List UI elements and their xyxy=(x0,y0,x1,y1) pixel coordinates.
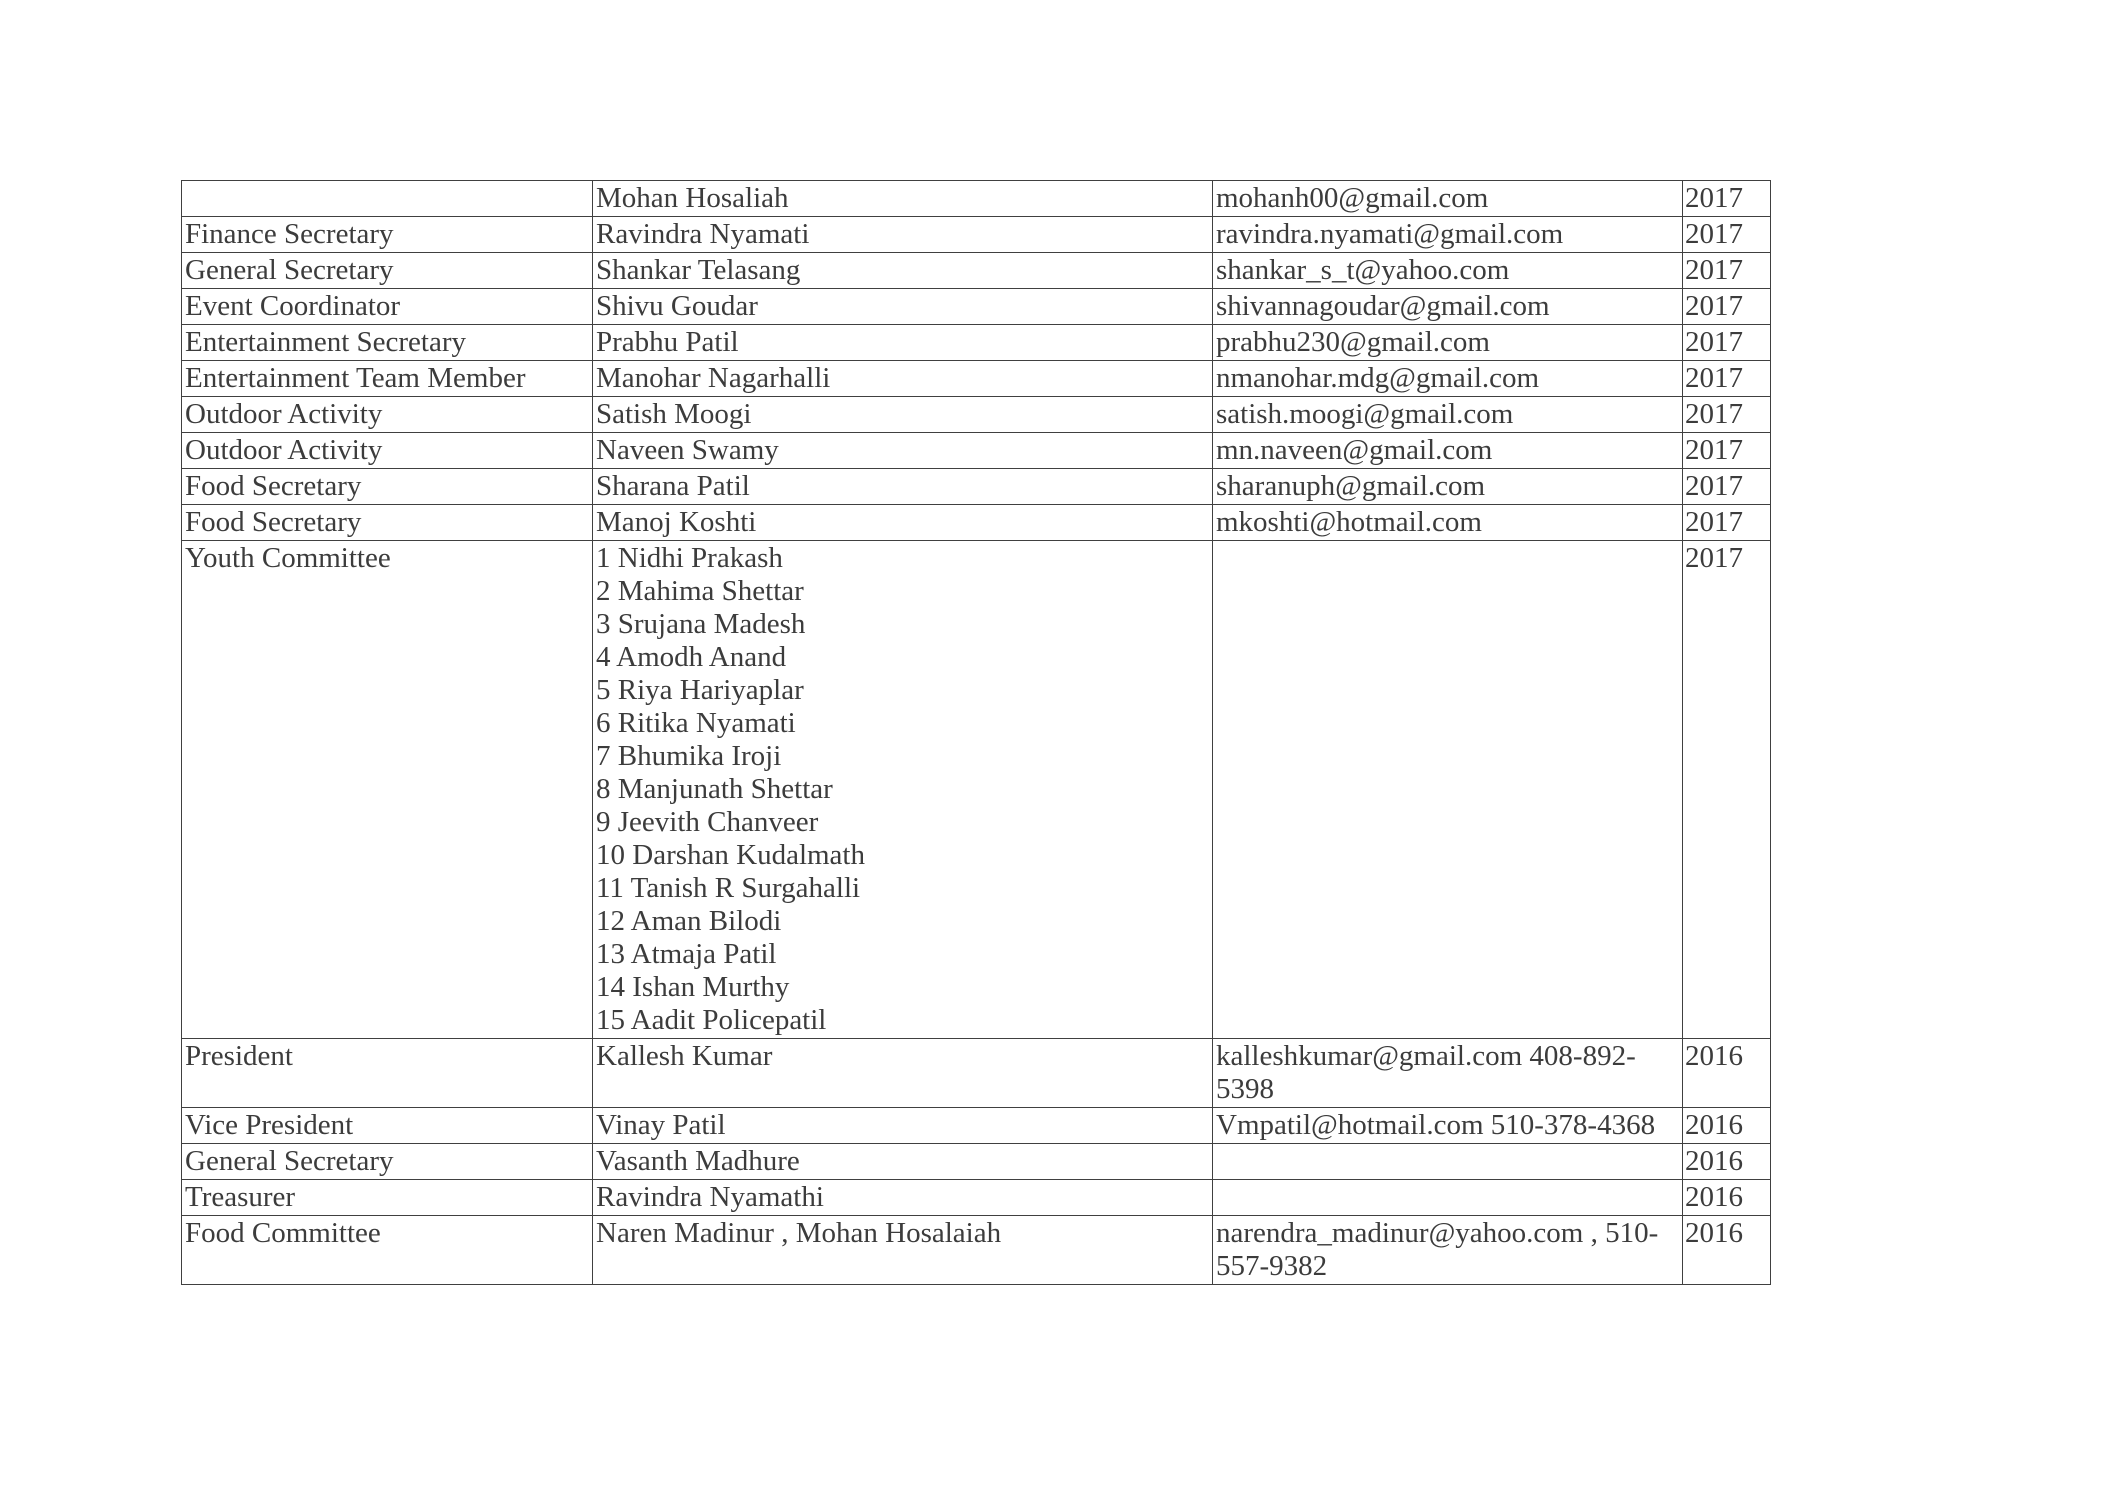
table-row xyxy=(182,1039,1771,1108)
year-cell: 2017 xyxy=(1683,217,1771,253)
year-cell: 2017 xyxy=(1683,361,1771,397)
year-cell: 2017 xyxy=(1683,505,1771,541)
table-row xyxy=(182,325,1771,361)
table-row xyxy=(182,1180,1771,1216)
member-line: 2 Mahima Shettar xyxy=(596,575,804,607)
table-row xyxy=(182,469,1771,505)
role-cell: Food Secretary xyxy=(182,505,593,541)
year-cell: 2016 xyxy=(1683,1108,1771,1144)
role-cell: Finance Secretary xyxy=(182,217,593,253)
email-cell xyxy=(1213,1180,1683,1216)
role-cell: Outdoor Activity xyxy=(182,433,593,469)
member-line: 1 Nidhi Prakash xyxy=(596,542,783,574)
name-cell: Ravindra Nyamathi xyxy=(593,1180,1213,1216)
table-row xyxy=(182,433,1771,469)
email-cell: prabhu230@gmail.com xyxy=(1213,325,1683,361)
role-cell: Food Committee xyxy=(182,1216,593,1285)
table-row xyxy=(182,397,1771,433)
role-cell: Vice President xyxy=(182,1108,593,1144)
member-line: 15 Aadit Policepatil xyxy=(596,1004,827,1036)
role-cell: Entertainment Secretary xyxy=(182,325,593,361)
name-cell: Ravindra Nyamati xyxy=(593,217,1213,253)
table-row xyxy=(182,541,1771,1039)
year-cell: 2017 xyxy=(1683,181,1771,217)
email-cell xyxy=(1213,1144,1683,1180)
member-line: 3 Srujana Madesh xyxy=(596,608,806,640)
name-cell: Satish Moogi xyxy=(593,397,1213,433)
email-cell: narendra_madinur@yahoo.com , 510-557-9382 xyxy=(1213,1216,1683,1285)
year-cell: 2017 xyxy=(1683,289,1771,325)
committee-table-body xyxy=(182,181,1771,1285)
member-line: 14 Ishan Murthy xyxy=(596,971,790,1003)
email-cell: ravindra.nyamati@gmail.com xyxy=(1213,217,1683,253)
email-cell: shivannagoudar@gmail.com xyxy=(1213,289,1683,325)
role-cell: General Secretary xyxy=(182,1144,593,1180)
name-cell: Manoj Koshti xyxy=(593,505,1213,541)
year-cell: 2017 xyxy=(1683,397,1771,433)
year-cell: 2016 xyxy=(1683,1144,1771,1180)
member-line: 6 Ritika Nyamati xyxy=(596,707,796,739)
member-line: 5 Riya Hariyaplar xyxy=(596,674,804,706)
name-cell: Shankar Telasang xyxy=(593,253,1213,289)
role-cell: President xyxy=(182,1039,593,1108)
member-line: 10 Darshan Kudalmath xyxy=(596,839,865,871)
email-cell: mn.naveen@gmail.com xyxy=(1213,433,1683,469)
name-cell: Prabhu Patil xyxy=(593,325,1213,361)
email-cell: shankar_s_t@yahoo.com xyxy=(1213,253,1683,289)
table-row xyxy=(182,1144,1771,1180)
year-cell: 2016 xyxy=(1683,1039,1771,1108)
role-cell: Entertainment Team Member xyxy=(182,361,593,397)
email-cell: Vmpatil@hotmail.com 510-378-4368 xyxy=(1213,1108,1683,1144)
email-cell: nmanohar.mdg@gmail.com xyxy=(1213,361,1683,397)
role-cell: Youth Committee xyxy=(182,541,593,1039)
table-row xyxy=(182,217,1771,253)
table-row xyxy=(182,253,1771,289)
role-cell: Event Coordinator xyxy=(182,289,593,325)
year-cell: 2017 xyxy=(1683,541,1771,1039)
name-cell: Manohar Nagarhalli xyxy=(593,361,1213,397)
member-line: 12 Aman Bilodi xyxy=(596,905,782,937)
table-row xyxy=(182,289,1771,325)
role-cell: Food Secretary xyxy=(182,469,593,505)
role-cell xyxy=(182,181,593,217)
name-cell: Shivu Goudar xyxy=(593,289,1213,325)
committee-table xyxy=(181,180,1771,1285)
table-row xyxy=(182,505,1771,541)
table-row xyxy=(182,181,1771,217)
year-cell: 2017 xyxy=(1683,253,1771,289)
name-cell: Mohan Hosaliah xyxy=(593,181,1213,217)
name-cell: Vasanth Madhure xyxy=(593,1144,1213,1180)
table-row xyxy=(182,1216,1771,1285)
role-cell: General Secretary xyxy=(182,253,593,289)
member-line: 8 Manjunath Shettar xyxy=(596,773,833,805)
table-row xyxy=(182,1108,1771,1144)
role-cell: Outdoor Activity xyxy=(182,397,593,433)
name-cell: Vinay Patil xyxy=(593,1108,1213,1144)
year-cell: 2017 xyxy=(1683,433,1771,469)
email-cell xyxy=(1213,541,1683,1039)
email-cell: mohanh00@gmail.com xyxy=(1213,181,1683,217)
email-cell: satish.moogi@gmail.com xyxy=(1213,397,1683,433)
table-row xyxy=(182,361,1771,397)
name-cell: Sharana Patil xyxy=(593,469,1213,505)
name-cell: Naveen Swamy xyxy=(593,433,1213,469)
year-cell: 2016 xyxy=(1683,1180,1771,1216)
member-line: 4 Amodh Anand xyxy=(596,641,787,673)
member-line: 11 Tanish R Surgahalli xyxy=(596,872,861,904)
name-cell: Kallesh Kumar xyxy=(593,1039,1213,1108)
name-cell: Naren Madinur , Mohan Hosalaiah xyxy=(593,1216,1213,1285)
year-cell: 2017 xyxy=(1683,325,1771,361)
year-cell: 2017 xyxy=(1683,469,1771,505)
member-line: 13 Atmaja Patil xyxy=(596,938,777,970)
role-cell: Treasurer xyxy=(182,1180,593,1216)
year-cell: 2016 xyxy=(1683,1216,1771,1285)
email-cell: sharanuph@gmail.com xyxy=(1213,469,1683,505)
member-line: 9 Jeevith Chanveer xyxy=(596,806,819,838)
member-line: 7 Bhumika Iroji xyxy=(596,740,782,772)
name-cell xyxy=(593,541,1213,1039)
email-cell: mkoshti@hotmail.com xyxy=(1213,505,1683,541)
email-cell: kalleshkumar@gmail.com 408-892-5398 xyxy=(1213,1039,1683,1108)
